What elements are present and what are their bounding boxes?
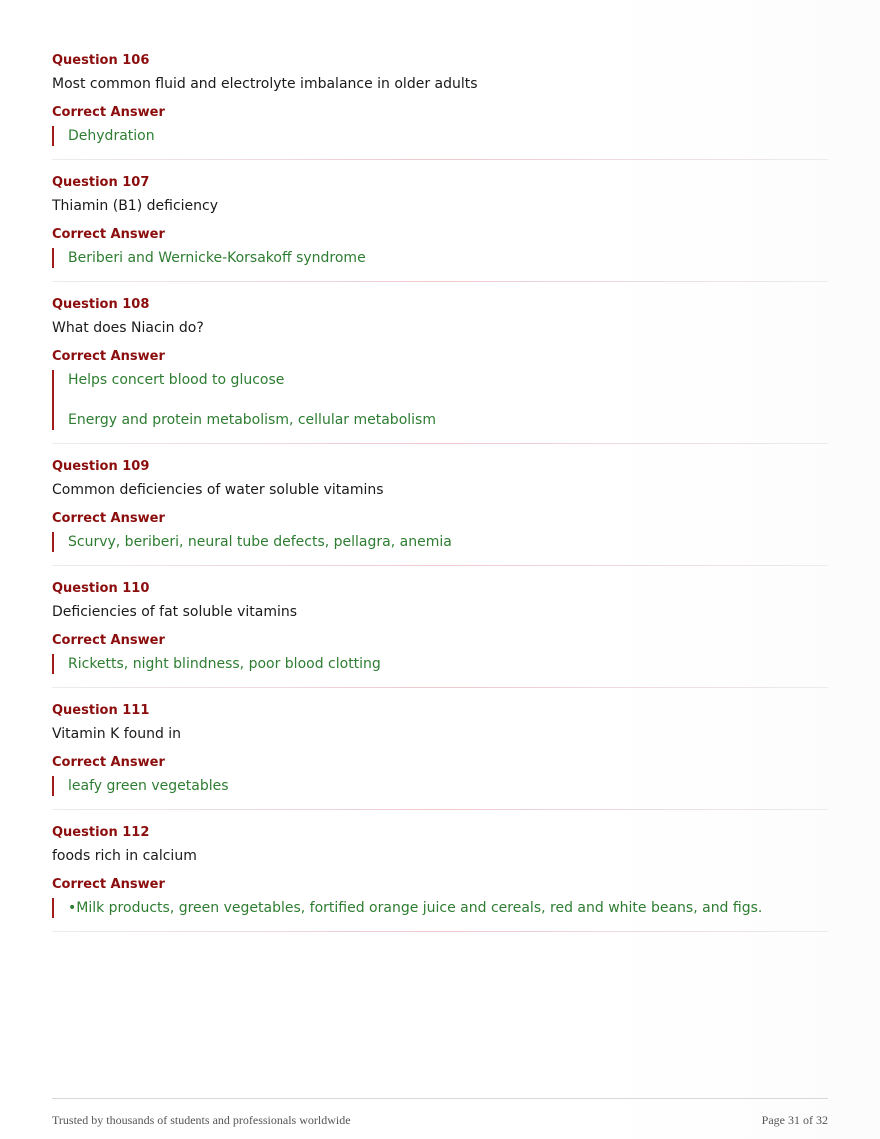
divider [52,809,828,810]
qa-list [52,50,828,944]
divider [52,159,828,160]
answer-text: Dehydration [68,128,155,144]
page-number: Page 31 of 32 [761,1113,828,1127]
correct-answer-label: Correct Answer [52,633,165,648]
answer-text: •Milk products, green vegetables, fortified orange juice and cereals, red and white beans, and figs. [68,900,763,916]
correct-answer-label: Correct Answer [52,877,165,892]
question-number: Question 107 [52,175,150,190]
answer-group [52,654,828,674]
answer-text: Beriberi and Wernicke-Korsakoff syndrome [68,250,366,266]
question-text: Common deficiencies of water soluble vitamins [52,482,384,498]
correct-answer-label: Correct Answer [52,227,165,242]
question-number: Question 110 [52,581,150,596]
answer-group [52,898,828,918]
correct-answer-label: Correct Answer [52,349,165,364]
question-number: Question 111 [52,703,150,718]
question-text: foods rich in calcium [52,848,197,864]
question-block [52,822,828,932]
question-block [52,50,828,160]
answer-group [52,370,828,430]
question-text: Most common fluid and electrolyte imbalance in older adults [52,76,478,92]
correct-answer-label: Correct Answer [52,755,165,770]
divider [52,281,828,282]
correct-answer-label: Correct Answer [52,511,165,526]
divider [52,687,828,688]
question-number: Question 112 [52,825,150,840]
answer-text: Ricketts, night blindness, poor blood clotting [68,656,381,672]
question-text: What does Niacin do? [52,320,204,336]
correct-answer-label: Correct Answer [52,105,165,120]
answer-group [52,776,828,796]
footer-tagline: Trusted by thousands of students and professionals worldwide [52,1113,351,1127]
question-block [52,456,828,566]
question-text: Vitamin K found in [52,726,182,742]
question-block [52,700,828,810]
question-text: Thiamin (B1) deficiency [52,198,219,214]
divider [52,931,828,932]
question-block [52,294,828,444]
footer-divider [52,1098,828,1099]
answer-text: Energy and protein metabolism, cellular metabolism [68,412,436,428]
question-block [52,172,828,282]
question-number: Question 108 [52,297,150,312]
divider [52,443,828,444]
question-number: Question 109 [52,459,150,474]
answer-text: Scurvy, beriberi, neural tube defects, pellagra, anemia [68,534,452,550]
answer-group [52,532,828,552]
question-text: Deficiencies of fat soluble vitamins [52,604,298,620]
answer-text: Helps concert blood to glucose [68,372,285,388]
question-number: Question 106 [52,53,150,68]
answer-text: leafy green vegetables [68,778,229,794]
answer-group [52,126,828,146]
page-footer [52,1113,828,1131]
divider [52,565,828,566]
question-block [52,578,828,688]
answer-group [52,248,828,268]
